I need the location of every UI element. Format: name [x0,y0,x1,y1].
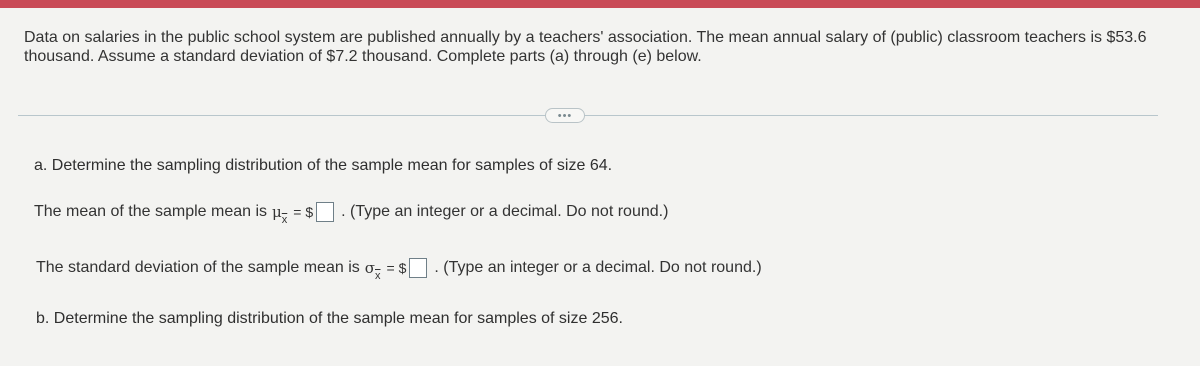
mu-glyph: μ [272,203,282,221]
mean-line [34,202,669,226]
part-a-heading: a. Determine the sampling distribution of the sample mean for samples of size 64. [34,157,613,174]
sigma-subscript: x [375,270,381,282]
mean-equals: = $ [293,204,314,220]
mean-line-prefix: The mean of the sample mean is [34,203,268,220]
sigma-glyph: σ [364,259,375,277]
mean-hint: . (Type an integer or a decimal. Do not round.) [341,203,669,220]
sd-line [36,258,762,282]
section-divider [18,115,1158,116]
mu-subscript: x [281,214,288,226]
sd-equals: = $ [386,260,407,276]
sigma-symbol [364,259,381,282]
problem-statement: Data on salaries in the public school system are published annually by a teachers' association. The mean annual salary of (public) classroom teachers is $53.6 thousand. Assume a standard deviation of $7.2 thousand. Complete parts (a) through (e) below. [24,29,1147,65]
sd-answer-input[interactable] [409,258,427,278]
expand-more-button[interactable]: ••• [545,108,585,123]
mu-symbol [272,203,288,226]
mean-answer-input[interactable] [316,202,334,222]
sd-hint: . (Type an integer or a decimal. Do not round.) [434,259,762,276]
top-accent-bar [0,0,1200,8]
sd-line-prefix: The standard deviation of the sample mean is [36,259,360,276]
part-b-heading: b. Determine the sampling distribution of the sample mean for samples of size 256. [36,310,623,327]
